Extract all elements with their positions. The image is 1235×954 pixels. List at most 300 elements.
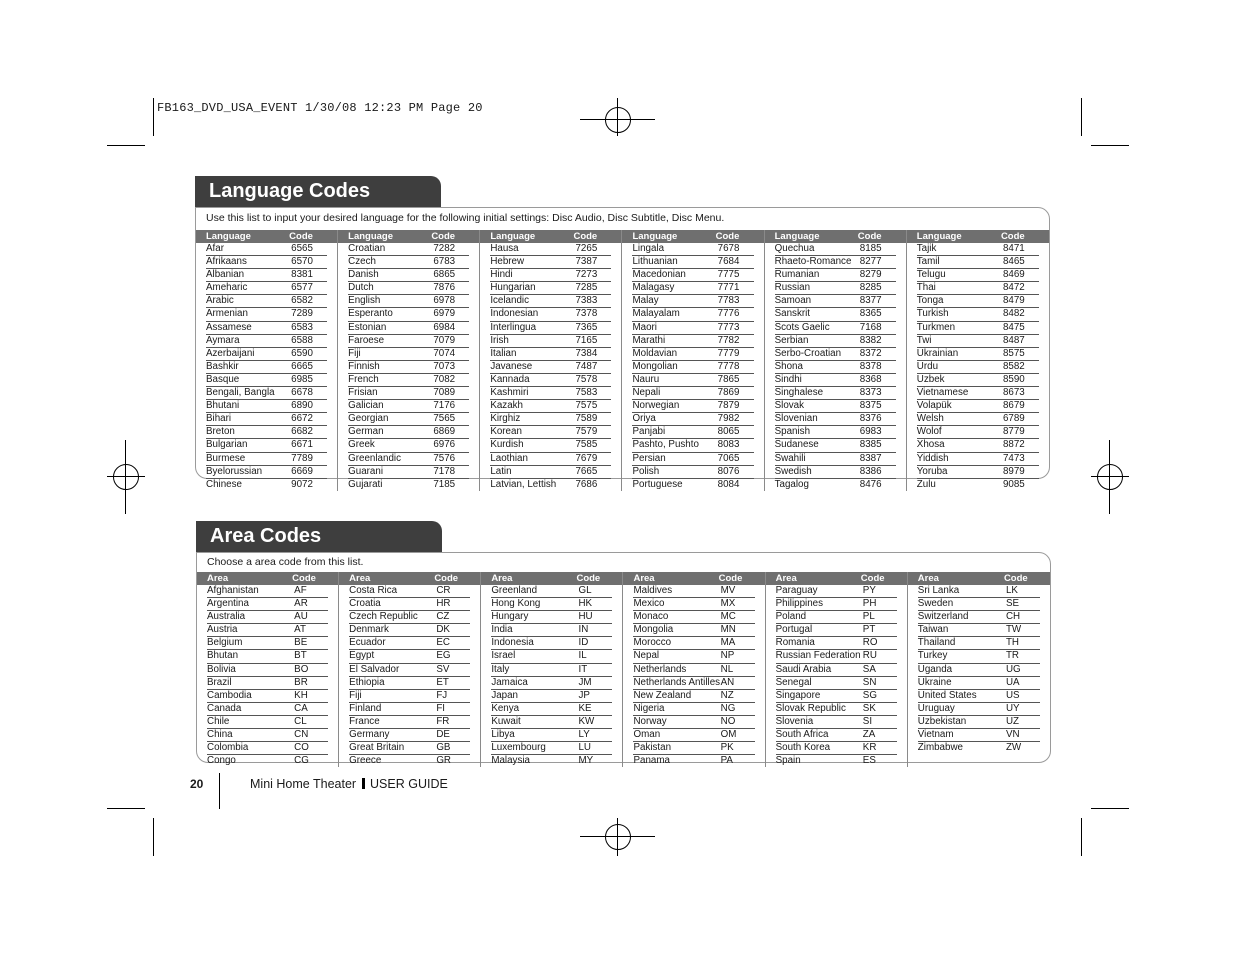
area-code: CL bbox=[294, 715, 307, 727]
language-row bbox=[917, 308, 1039, 321]
area-row bbox=[776, 598, 897, 611]
area-row bbox=[207, 742, 328, 755]
language-row bbox=[348, 413, 469, 426]
language-row bbox=[775, 256, 896, 269]
language-name: Wolof bbox=[916, 426, 942, 438]
language-name: English bbox=[348, 295, 381, 307]
area-name: Thailand bbox=[917, 637, 956, 649]
language-name: Rumanian bbox=[774, 269, 820, 281]
language-name: Kashmiri bbox=[490, 387, 529, 399]
language-row bbox=[490, 374, 611, 387]
language-code: 8482 bbox=[1002, 308, 1025, 320]
header-code: Code bbox=[434, 573, 459, 584]
language-name: Kazakh bbox=[490, 400, 523, 412]
language-row bbox=[490, 295, 611, 308]
language-row bbox=[917, 400, 1039, 413]
language-code: 7579 bbox=[575, 426, 598, 438]
area-row bbox=[491, 637, 612, 650]
language-row bbox=[775, 322, 896, 335]
area-name: Germany bbox=[349, 729, 390, 741]
area-row bbox=[776, 585, 897, 598]
area-name: China bbox=[207, 729, 233, 741]
header-code: Code bbox=[715, 231, 740, 242]
language-code: 8368 bbox=[859, 373, 882, 385]
language-code: 8376 bbox=[859, 413, 882, 425]
area-row bbox=[918, 637, 1040, 650]
language-code: 8475 bbox=[1002, 321, 1025, 333]
language-row bbox=[917, 295, 1039, 308]
language-column-header bbox=[338, 230, 479, 243]
language-row bbox=[632, 269, 753, 282]
language-name: Slovak bbox=[774, 400, 805, 412]
language-code: 7065 bbox=[717, 452, 740, 464]
language-name: Azerbaijani bbox=[206, 347, 255, 359]
language-row bbox=[632, 256, 753, 269]
area-name: Saudi Arabia bbox=[775, 663, 832, 675]
area-code: ID bbox=[578, 637, 589, 649]
area-code: IL bbox=[578, 650, 587, 662]
language-row bbox=[206, 308, 327, 321]
language-name: Xhosa bbox=[916, 439, 945, 451]
language-code: 8065 bbox=[717, 426, 740, 438]
language-name: Tamil bbox=[916, 256, 940, 268]
area-name: Paraguay bbox=[775, 585, 818, 596]
language-row bbox=[632, 413, 753, 426]
language-code: 7565 bbox=[433, 413, 456, 425]
area-row bbox=[207, 664, 328, 677]
language-name: Persian bbox=[632, 452, 666, 464]
guide-title bbox=[250, 777, 448, 791]
area-code: JM bbox=[578, 676, 592, 688]
area-name: Uruguay bbox=[917, 702, 955, 714]
header-code: Code bbox=[289, 231, 313, 242]
area-code: KE bbox=[578, 702, 592, 714]
area-code: PH bbox=[862, 598, 877, 610]
language-row bbox=[775, 453, 896, 466]
language-row bbox=[917, 479, 1039, 491]
language-code: 7679 bbox=[575, 452, 598, 464]
area-row bbox=[776, 703, 897, 716]
area-row bbox=[491, 729, 612, 742]
area-row bbox=[491, 716, 612, 729]
language-row bbox=[490, 308, 611, 321]
language-code: 8476 bbox=[859, 478, 882, 490]
language-row bbox=[917, 282, 1039, 295]
area-code: UY bbox=[1005, 702, 1020, 714]
area-code: US bbox=[1005, 689, 1020, 701]
crop-mark bbox=[1091, 808, 1129, 809]
area-row bbox=[633, 611, 754, 624]
area-code: CH bbox=[1005, 611, 1021, 623]
language-code: 7473 bbox=[1002, 452, 1025, 464]
guide-separator bbox=[362, 778, 365, 789]
language-code: 8084 bbox=[717, 478, 740, 490]
area-name: Hong Kong bbox=[491, 598, 541, 610]
language-name: Shona bbox=[774, 360, 803, 372]
area-row bbox=[918, 585, 1040, 598]
area-column-header bbox=[481, 572, 622, 585]
area-name: Chile bbox=[207, 715, 230, 727]
language-code: 8673 bbox=[1002, 387, 1025, 399]
area-code: PY bbox=[862, 585, 876, 596]
area-row bbox=[633, 677, 754, 690]
language-code: 6783 bbox=[433, 256, 456, 268]
area-code: TH bbox=[1005, 637, 1019, 649]
language-row bbox=[206, 400, 327, 413]
area-row bbox=[349, 703, 470, 716]
language-row bbox=[490, 400, 611, 413]
area-row bbox=[491, 703, 612, 716]
language-code: 6583 bbox=[291, 321, 313, 333]
language-code: 8487 bbox=[1002, 334, 1025, 346]
area-name: Greenland bbox=[491, 585, 538, 596]
language-row bbox=[632, 426, 753, 439]
area-row bbox=[491, 755, 612, 767]
language-name: Interlingua bbox=[490, 321, 537, 333]
language-code: 8979 bbox=[1002, 465, 1025, 477]
language-code: 7378 bbox=[575, 308, 598, 320]
language-name: Rhaeto-Romance bbox=[774, 256, 852, 268]
area-name: Greece bbox=[349, 755, 382, 767]
area-row bbox=[633, 703, 754, 716]
language-row bbox=[490, 453, 611, 466]
language-name: Twi bbox=[916, 334, 932, 346]
language-code: 8575 bbox=[1002, 347, 1025, 359]
area-code: BT bbox=[294, 650, 307, 662]
area-code: SV bbox=[436, 663, 450, 675]
area-row bbox=[918, 598, 1040, 611]
language-name: Uzbek bbox=[916, 373, 945, 385]
area-name: Congo bbox=[207, 755, 236, 767]
area-name: Switzerland bbox=[917, 611, 969, 623]
language-row bbox=[348, 439, 469, 452]
language-row bbox=[206, 361, 327, 374]
language-name: Bhutani bbox=[206, 400, 240, 412]
area-code: SI bbox=[862, 715, 873, 727]
language-code: 7684 bbox=[717, 256, 740, 268]
area-row bbox=[776, 637, 897, 650]
area-row bbox=[633, 585, 754, 598]
area-name: Argentina bbox=[207, 598, 249, 610]
language-name: Hungarian bbox=[490, 282, 536, 294]
language-name: Moldavian bbox=[632, 347, 678, 359]
header-name: Area bbox=[775, 573, 797, 584]
language-name: Hindi bbox=[490, 269, 513, 281]
area-row bbox=[207, 690, 328, 703]
area-row bbox=[633, 716, 754, 729]
language-row bbox=[775, 308, 896, 321]
area-name: Senegal bbox=[775, 676, 812, 688]
language-name: Swedish bbox=[774, 465, 812, 477]
area-code: SA bbox=[862, 663, 876, 675]
area-name: Kuwait bbox=[491, 715, 521, 727]
language-code: 7585 bbox=[575, 439, 598, 451]
language-name: German bbox=[348, 426, 384, 438]
area-row bbox=[207, 755, 328, 767]
area-name: Belgium bbox=[207, 637, 243, 649]
area-name: Panama bbox=[633, 755, 670, 767]
language-row bbox=[490, 426, 611, 439]
language-row bbox=[206, 426, 327, 439]
language-code: 6588 bbox=[291, 334, 313, 346]
language-row bbox=[206, 387, 327, 400]
language-code: 8872 bbox=[1002, 439, 1025, 451]
language-row bbox=[632, 466, 753, 479]
area-row bbox=[491, 664, 612, 677]
area-name: Mongolia bbox=[633, 624, 674, 636]
language-code: 7273 bbox=[575, 269, 598, 281]
area-name: Spain bbox=[775, 755, 801, 767]
language-name: Russian bbox=[774, 282, 811, 294]
language-code: 9085 bbox=[1002, 478, 1025, 490]
area-row bbox=[349, 624, 470, 637]
area-row bbox=[918, 729, 1040, 742]
language-row bbox=[206, 466, 327, 479]
language-name: Macedonian bbox=[632, 269, 686, 281]
language-code: 7178 bbox=[433, 465, 456, 477]
language-code: 7982 bbox=[717, 413, 740, 425]
language-name: Polish bbox=[632, 465, 660, 477]
language-name: Czech bbox=[348, 256, 376, 268]
language-code: 7176 bbox=[433, 400, 456, 412]
area-code: SG bbox=[862, 689, 877, 701]
area-name: Indonesia bbox=[491, 637, 534, 649]
area-row bbox=[349, 585, 470, 598]
language-code: 8377 bbox=[859, 295, 882, 307]
area-row bbox=[491, 677, 612, 690]
language-row bbox=[206, 348, 327, 361]
language-name: Georgian bbox=[348, 413, 389, 425]
language-row bbox=[206, 282, 327, 295]
area-row bbox=[918, 624, 1040, 637]
area-row bbox=[207, 703, 328, 716]
header-name: Language bbox=[348, 231, 394, 242]
language-code: 8365 bbox=[859, 308, 882, 320]
language-name: Chinese bbox=[206, 478, 242, 490]
language-code: 7583 bbox=[575, 387, 598, 399]
area-code: NP bbox=[720, 650, 735, 662]
area-row bbox=[633, 637, 754, 650]
language-name: Estonian bbox=[348, 321, 387, 333]
language-name: Aymara bbox=[206, 334, 240, 346]
language-name: Danish bbox=[348, 269, 379, 281]
language-row bbox=[348, 282, 469, 295]
language-row bbox=[917, 335, 1039, 348]
language-code: 6979 bbox=[433, 308, 456, 320]
language-name: Guarani bbox=[348, 465, 384, 477]
area-code: PK bbox=[720, 742, 734, 754]
area-name: Denmark bbox=[349, 624, 389, 636]
print-slug: FB163_DVD_USA_EVENT 1/30/08 12:23 PM Page 20 bbox=[157, 101, 483, 115]
area-codes-title: Area Codes bbox=[196, 521, 442, 553]
area-name: Netherlands Antilles bbox=[633, 676, 721, 688]
language-row bbox=[490, 413, 611, 426]
area-row bbox=[491, 611, 612, 624]
area-name: Sri Lanka bbox=[917, 585, 960, 596]
area-name: Finland bbox=[349, 702, 382, 714]
language-code: 6678 bbox=[291, 387, 313, 399]
language-row bbox=[775, 374, 896, 387]
area-row bbox=[491, 742, 612, 755]
language-code: 7365 bbox=[575, 321, 598, 333]
area-name: Russian Federation bbox=[775, 650, 861, 662]
language-name: Yiddish bbox=[916, 452, 949, 464]
header-code: Code bbox=[1003, 573, 1028, 584]
language-row bbox=[490, 282, 611, 295]
language-code: 6890 bbox=[291, 400, 313, 412]
area-code: CZ bbox=[436, 611, 450, 623]
language-row bbox=[206, 256, 327, 269]
language-name: Tagalog bbox=[774, 478, 809, 490]
language-name: Quechua bbox=[774, 243, 815, 254]
language-row bbox=[917, 439, 1039, 452]
area-row bbox=[349, 729, 470, 742]
language-name: Tonga bbox=[916, 295, 944, 307]
language-name: Samoan bbox=[774, 295, 812, 307]
language-column bbox=[480, 230, 622, 491]
area-row bbox=[776, 677, 897, 690]
area-name: Cambodia bbox=[207, 689, 252, 701]
language-column-header bbox=[765, 230, 906, 243]
language-name: Galician bbox=[348, 400, 384, 412]
crop-mark bbox=[153, 818, 154, 856]
language-name: Greek bbox=[348, 439, 375, 451]
language-name: Welsh bbox=[916, 413, 944, 425]
header-name: Area bbox=[633, 573, 655, 584]
area-name: Canada bbox=[207, 702, 242, 714]
area-name: Maldives bbox=[633, 585, 673, 596]
area-code: RO bbox=[862, 637, 878, 649]
area-name: Austria bbox=[207, 624, 238, 636]
language-name: Sindhi bbox=[774, 373, 802, 385]
language-row bbox=[490, 335, 611, 348]
language-row bbox=[348, 374, 469, 387]
language-code: 7073 bbox=[433, 360, 456, 372]
area-code: NL bbox=[720, 663, 734, 675]
language-row bbox=[775, 243, 896, 256]
area-code: MY bbox=[578, 755, 594, 767]
language-row bbox=[632, 243, 753, 256]
language-row bbox=[917, 413, 1039, 426]
area-name: Nigeria bbox=[633, 702, 665, 714]
area-code: UA bbox=[1005, 676, 1020, 688]
area-name: Pakistan bbox=[633, 742, 672, 754]
language-code: 6985 bbox=[291, 373, 313, 385]
area-name: Italy bbox=[491, 663, 510, 675]
area-code: BO bbox=[294, 663, 309, 675]
area-code: ZA bbox=[862, 729, 876, 741]
area-row bbox=[207, 729, 328, 742]
language-name: Slovenian bbox=[774, 413, 818, 425]
language-code: 7082 bbox=[433, 373, 456, 385]
language-row bbox=[632, 308, 753, 321]
area-code: ES bbox=[862, 755, 876, 767]
language-name: Nauru bbox=[632, 373, 660, 385]
language-row bbox=[775, 466, 896, 479]
area-row bbox=[491, 690, 612, 703]
language-code: 7289 bbox=[291, 308, 313, 320]
area-name: Libya bbox=[491, 729, 515, 741]
language-code: 7384 bbox=[575, 347, 598, 359]
language-row bbox=[348, 335, 469, 348]
area-code: CO bbox=[294, 742, 309, 754]
language-name: Greenlandic bbox=[348, 452, 401, 464]
area-row bbox=[207, 637, 328, 650]
language-row bbox=[206, 479, 327, 491]
page-number: 20 bbox=[190, 777, 204, 791]
language-row bbox=[490, 243, 611, 256]
area-row bbox=[349, 716, 470, 729]
language-row bbox=[775, 413, 896, 426]
language-row bbox=[490, 256, 611, 269]
language-row bbox=[490, 466, 611, 479]
area-row bbox=[207, 598, 328, 611]
language-row bbox=[206, 243, 327, 256]
area-code: TW bbox=[1005, 624, 1022, 636]
language-name: Sudanese bbox=[774, 439, 819, 451]
language-name: Albanian bbox=[206, 269, 245, 281]
area-row bbox=[633, 624, 754, 637]
language-name: Urdu bbox=[916, 360, 939, 372]
area-code: EG bbox=[436, 650, 451, 662]
area-code: AT bbox=[294, 624, 306, 636]
language-code: 7776 bbox=[717, 308, 740, 320]
area-code: KR bbox=[862, 742, 877, 754]
header-name: Language bbox=[632, 231, 678, 242]
area-code: PA bbox=[720, 755, 733, 767]
language-row bbox=[206, 453, 327, 466]
language-name: Sanskrit bbox=[774, 308, 811, 320]
area-code: MA bbox=[720, 637, 736, 649]
language-code: 8590 bbox=[1002, 373, 1025, 385]
language-row bbox=[348, 479, 469, 491]
area-name: Costa Rica bbox=[349, 585, 398, 596]
area-name: Great Britain bbox=[349, 742, 405, 754]
area-code: FR bbox=[436, 715, 450, 727]
area-row bbox=[491, 585, 612, 598]
language-row bbox=[775, 361, 896, 374]
language-name: Vietnamese bbox=[916, 387, 969, 399]
area-name: Ecuador bbox=[349, 637, 386, 649]
language-name: Bihari bbox=[206, 413, 232, 425]
area-code: IN bbox=[578, 624, 589, 636]
language-row bbox=[917, 426, 1039, 439]
header-code: Code bbox=[860, 573, 885, 584]
area-name: Vietnam bbox=[917, 729, 954, 741]
language-name: Icelandic bbox=[490, 295, 529, 307]
language-row bbox=[206, 295, 327, 308]
language-row bbox=[206, 335, 327, 348]
area-name: Uzbekistan bbox=[917, 715, 967, 727]
language-code: 8375 bbox=[859, 400, 882, 412]
area-code: SE bbox=[1005, 598, 1020, 610]
area-code: CN bbox=[294, 729, 309, 741]
crop-mark bbox=[1081, 818, 1082, 856]
language-row bbox=[917, 269, 1039, 282]
language-row bbox=[348, 387, 469, 400]
area-column bbox=[197, 572, 339, 767]
language-name: Finnish bbox=[348, 360, 380, 372]
language-column-header bbox=[196, 230, 337, 243]
language-code: 6978 bbox=[433, 295, 456, 307]
area-code: JP bbox=[578, 689, 590, 701]
language-column bbox=[907, 230, 1049, 491]
area-name: Bolivia bbox=[207, 663, 236, 675]
language-code: 6665 bbox=[291, 360, 313, 372]
area-code: HR bbox=[436, 598, 451, 610]
area-name: Czech Republic bbox=[349, 611, 418, 623]
area-name: Poland bbox=[775, 611, 807, 623]
